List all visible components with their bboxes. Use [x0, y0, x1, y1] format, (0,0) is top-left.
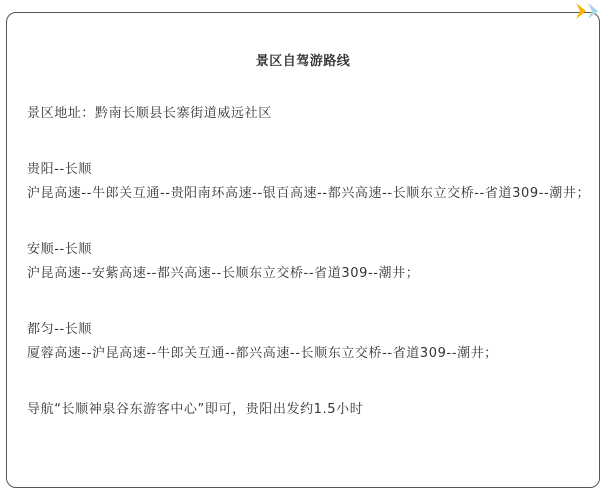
route-content: [27, 102, 595, 422]
double-chevron-right-icon: [574, 2, 606, 20]
page-title: 景区自驾游路线: [255, 54, 351, 69]
yellow-chevron: [576, 3, 586, 19]
route-1-heading: 安顺--长顺: [27, 242, 92, 257]
scenic-address: 景区地址：黔南长顺县长寨街道威远社区: [27, 106, 272, 121]
route-0-path: 沪昆高速--牛郎关互通--贵阳南环高速--银百高速--都兴高速--长顺东立交桥--省道309--潮井；: [27, 186, 591, 201]
route-card: [6, 12, 600, 488]
route-2-heading: 都匀--长顺: [27, 322, 92, 337]
navigation-note: 导航“长顺神泉谷东游客中心”即可，贵阳出发约1.5小时: [27, 402, 364, 417]
route-2-path: 厦蓉高速--沪昆高速--牛郎关互通--都兴高速--长顺东立交桥--省道309--潮井；: [27, 346, 498, 361]
route-0-heading: 贵阳--长顺: [27, 162, 92, 177]
route-1-path: 沪昆高速--安紫高速--都兴高速--长顺东立交桥--省道309--潮井；: [27, 266, 420, 281]
blue-chevron: [588, 3, 598, 19]
